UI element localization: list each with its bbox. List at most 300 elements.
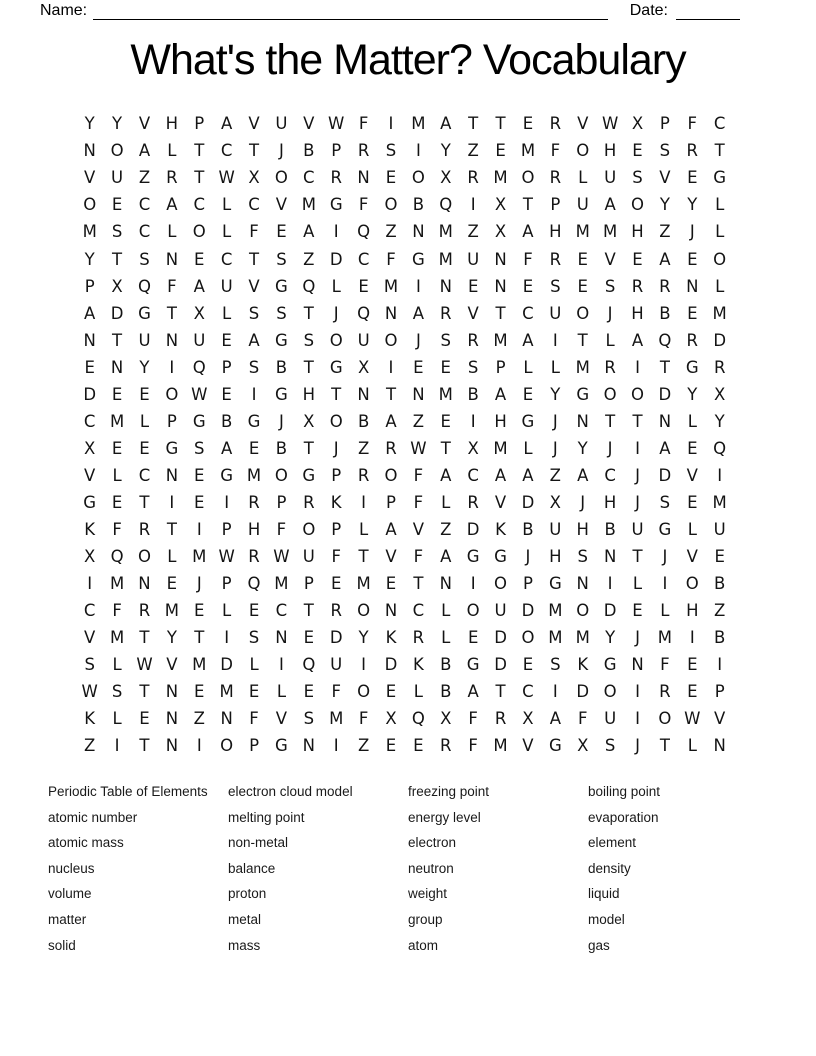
grid-cell: P: [331, 141, 342, 161]
grid-cell: G: [329, 195, 343, 215]
grid-cell: R: [604, 357, 616, 377]
grid-cell: R: [686, 141, 699, 161]
grid-cell: E: [139, 438, 150, 458]
grid-cell: E: [358, 276, 369, 296]
word-list-item: atomic mass: [48, 835, 124, 851]
grid-cell: O: [110, 141, 124, 161]
grid-cell: Z: [357, 438, 370, 458]
grid-cell: T: [358, 547, 369, 567]
grid-cell: A: [84, 303, 96, 323]
grid-cell: W: [191, 384, 208, 404]
grid-cell: X: [111, 276, 123, 296]
grid-cell: Z: [440, 519, 452, 539]
grid-cell: A: [494, 384, 507, 404]
grid-cell: B: [659, 303, 671, 323]
grid-cell: K: [412, 655, 424, 675]
grid-cell: C: [522, 303, 534, 323]
grid-cell: A: [138, 141, 151, 161]
grid-cell: B: [275, 357, 288, 377]
grid-cell: O: [576, 141, 590, 161]
grid-cell: L: [550, 357, 560, 377]
grid-cell: N: [658, 411, 672, 431]
grid-cell: C: [193, 195, 206, 215]
grid-cell: Z: [193, 709, 205, 729]
grid-cell: T: [632, 411, 643, 431]
grid-cell: D: [466, 519, 480, 539]
grid-cell: T: [577, 330, 588, 350]
word-list-column: [228, 779, 353, 958]
grid-cell: T: [413, 574, 424, 594]
grid-cell: I: [662, 574, 668, 594]
grid-cell: L: [715, 276, 725, 296]
grid-cell: T: [303, 303, 314, 323]
grid-cell: V: [385, 547, 397, 567]
grid-cell: D: [576, 682, 590, 702]
grid-cell: M: [602, 222, 618, 242]
date-fill-line: [676, 4, 740, 20]
grid-cell: L: [441, 492, 451, 512]
grid-cell: N: [110, 357, 124, 377]
grid-cell: V: [522, 736, 534, 756]
word-list-item: non-metal: [228, 835, 289, 851]
grid-cell: P: [550, 195, 561, 215]
grid-cell: N: [165, 249, 179, 269]
grid-cell: M: [109, 628, 125, 648]
grid-cell: M: [301, 195, 316, 215]
grid-cell: E: [221, 330, 232, 350]
grid-cell: I: [717, 465, 723, 485]
grid-cell: W: [684, 709, 701, 729]
grid-cell: T: [248, 141, 260, 161]
grid-cell: M: [548, 628, 563, 648]
grid-cell: M: [411, 114, 426, 134]
grid-cell: I: [470, 195, 476, 215]
grid-cell: X: [193, 303, 205, 323]
word-search-grid: [76, 111, 733, 760]
grid-cell: M: [329, 709, 344, 729]
grid-cell: F: [577, 709, 588, 729]
grid-cell: I: [333, 736, 339, 756]
grid-cell: X: [84, 547, 96, 567]
grid-cell: A: [467, 682, 479, 702]
grid-cell: B: [467, 384, 479, 404]
grid-cell: E: [687, 438, 698, 458]
grid-cell: A: [221, 438, 233, 458]
grid-cell: T: [659, 736, 670, 756]
grid-cell: E: [467, 628, 479, 648]
word-list-item: model: [588, 911, 625, 927]
grid-cell: T: [112, 330, 123, 350]
grid-cell: J: [635, 492, 640, 512]
grid-cell: L: [359, 519, 369, 539]
grid-cell: G: [275, 736, 288, 756]
grid-cell: P: [331, 465, 342, 485]
word-list-item: atom: [408, 937, 439, 953]
grid-cell: B: [440, 682, 452, 702]
grid-cell: H: [603, 492, 617, 512]
grid-cell: E: [687, 303, 698, 323]
grid-cell: H: [165, 114, 179, 134]
grid-cell: J: [607, 303, 613, 323]
grid-cell: L: [331, 276, 341, 296]
word-list-item: freezing point: [408, 784, 490, 799]
grid-cell: B: [303, 141, 315, 161]
grid-cell: V: [467, 303, 479, 323]
grid-cell: R: [330, 168, 342, 188]
grid-cell: Q: [439, 195, 453, 215]
name-fill-line: [93, 4, 608, 20]
word-list-item: element: [588, 835, 637, 851]
word-list-item: volume: [48, 886, 92, 902]
grid-cell: M: [520, 141, 536, 161]
grid-cell: T: [605, 411, 616, 431]
grid-cell: L: [167, 547, 177, 567]
grid-cell: E: [687, 249, 698, 269]
grid-cell: X: [440, 709, 452, 729]
grid-cell: I: [415, 141, 421, 161]
grid-cell: V: [604, 249, 616, 269]
grid-cell: T: [495, 303, 506, 323]
grid-cell: D: [521, 492, 535, 512]
grid-cell: F: [523, 249, 533, 269]
grid-cell: I: [224, 628, 230, 648]
word-list-item: neutron: [408, 860, 454, 876]
grid-cell: T: [139, 628, 150, 648]
grid-cell: F: [112, 519, 122, 539]
grid-cell: O: [384, 330, 398, 350]
grid-cell: U: [467, 249, 480, 269]
grid-cell: Z: [412, 411, 425, 431]
grid-cell: U: [604, 168, 617, 188]
grid-cell: E: [248, 601, 260, 621]
grid-cell: Y: [687, 384, 698, 404]
grid-cell: J: [689, 222, 695, 242]
grid-cell: U: [576, 195, 589, 215]
grid-cell: N: [412, 222, 425, 242]
grid-cell: A: [385, 519, 397, 539]
grid-cell: Z: [467, 141, 479, 161]
grid-cell: E: [194, 682, 205, 702]
grid-cell: T: [303, 438, 314, 458]
grid-cell: N: [631, 655, 644, 675]
grid-cell: O: [576, 601, 590, 621]
grid-cell: E: [467, 276, 479, 296]
grid-cell: S: [194, 438, 205, 458]
grid-cell: G: [247, 411, 261, 431]
grid-cell: N: [686, 276, 699, 296]
grid-cell: N: [165, 709, 179, 729]
grid-cell: M: [438, 249, 453, 269]
grid-cell: P: [221, 519, 232, 539]
grid-cell: A: [631, 330, 644, 350]
grid-cell: L: [112, 655, 122, 675]
grid-cell: Q: [357, 303, 371, 323]
grid-cell: G: [192, 411, 206, 431]
grid-cell: F: [249, 709, 259, 729]
grid-cell: O: [302, 519, 316, 539]
grid-cell: W: [601, 114, 619, 134]
grid-cell: J: [278, 141, 284, 161]
grid-cell: N: [357, 168, 370, 188]
grid-cell: T: [166, 519, 177, 539]
grid-cell: P: [386, 492, 396, 512]
grid-cell: Q: [247, 574, 261, 594]
grid-cell: J: [635, 465, 640, 485]
grid-cell: G: [275, 330, 288, 350]
grid-cell: Q: [192, 357, 206, 377]
grid-cell: E: [413, 736, 424, 756]
grid-cell: A: [248, 330, 260, 350]
grid-cell: R: [248, 547, 260, 567]
grid-cell: T: [139, 682, 150, 702]
word-list-item: electron: [408, 835, 457, 851]
grid-cell: N: [165, 465, 179, 485]
grid-cell: E: [303, 628, 315, 648]
grid-cell: F: [331, 682, 341, 702]
word-list-item: metal: [228, 911, 262, 927]
grid-cell: L: [249, 655, 259, 675]
grid-cell: N: [412, 384, 425, 404]
grid-cell: F: [660, 655, 670, 675]
grid-cell: M: [164, 601, 179, 621]
grid-cell: Q: [357, 222, 371, 242]
grid-cell: M: [109, 574, 125, 594]
grid-cell: L: [687, 736, 697, 756]
grid-cell: U: [713, 519, 726, 539]
grid-cell: E: [330, 574, 342, 594]
grid-cell: M: [493, 330, 508, 350]
grid-cell: V: [275, 709, 288, 729]
grid-cell: T: [659, 357, 670, 377]
grid-cell: A: [440, 465, 452, 485]
grid-cell: E: [687, 168, 698, 188]
grid-cell: L: [687, 519, 697, 539]
grid-cell: S: [632, 168, 643, 188]
date-label: Date:: [629, 2, 668, 19]
grid-cell: I: [169, 357, 175, 377]
grid-cell: B: [275, 438, 288, 458]
grid-cell: N: [603, 547, 617, 567]
grid-cell: I: [607, 574, 613, 594]
grid-cell: S: [467, 357, 479, 377]
grid-cell: C: [604, 465, 616, 485]
grid-cell: L: [276, 682, 287, 702]
grid-cell: Q: [713, 438, 727, 458]
grid-cell: V: [84, 465, 96, 485]
grid-cell: S: [303, 330, 315, 350]
grid-cell: M: [274, 574, 289, 594]
grid-cell: M: [219, 682, 234, 702]
grid-cell: I: [196, 736, 202, 756]
grid-cell: I: [361, 655, 367, 675]
grid-cell: L: [632, 574, 643, 594]
grid-cell: Y: [84, 114, 95, 134]
grid-cell: O: [329, 330, 343, 350]
grid-cell: D: [658, 384, 672, 404]
grid-cell: R: [357, 141, 370, 161]
grid-cell: E: [495, 141, 506, 161]
grid-cell: G: [466, 655, 480, 675]
grid-cell: S: [276, 249, 287, 269]
grid-cell: L: [687, 411, 697, 431]
word-list-item: liquid: [588, 886, 620, 902]
grid-cell: N: [576, 574, 589, 594]
grid-cell: G: [603, 655, 617, 675]
grid-cell: J: [580, 492, 586, 512]
grid-cell: O: [357, 601, 371, 621]
grid-cell: E: [632, 141, 643, 161]
grid-cell: V: [494, 492, 507, 512]
grid-cell: C: [138, 195, 151, 215]
grid-cell: J: [278, 411, 284, 431]
grid-cell: M: [438, 384, 453, 404]
grid-cell: H: [603, 141, 617, 161]
grid-cell: O: [521, 628, 535, 648]
grid-cell: I: [333, 222, 339, 242]
grid-cell: M: [575, 357, 590, 377]
grid-cell: U: [111, 168, 124, 188]
grid-cell: R: [467, 492, 479, 512]
grid-cell: X: [549, 492, 561, 512]
grid-cell: N: [275, 628, 288, 648]
grid-cell: N: [439, 574, 452, 594]
grid-cell: R: [467, 168, 479, 188]
grid-cell: E: [194, 249, 205, 269]
grid-cell: E: [221, 384, 232, 404]
grid-cell: M: [438, 222, 453, 242]
grid-cell: T: [139, 736, 150, 756]
grid-cell: N: [439, 276, 452, 296]
grid-cell: L: [441, 601, 451, 621]
grid-cell: B: [412, 195, 425, 215]
grid-cell: G: [548, 574, 562, 594]
grid-cell: S: [303, 709, 315, 729]
grid-cell: L: [167, 222, 177, 242]
grid-cell: E: [194, 492, 205, 512]
grid-cell: D: [494, 628, 507, 648]
grid-cell: N: [357, 384, 370, 404]
grid-cell: E: [111, 492, 123, 512]
grid-cell: E: [687, 492, 698, 512]
grid-cell: O: [384, 195, 398, 215]
grid-cell: C: [713, 114, 726, 134]
grid-cell: E: [385, 682, 397, 702]
grid-cell: V: [659, 168, 671, 188]
word-list-item: matter: [48, 911, 87, 927]
grid-cell: S: [577, 547, 588, 567]
grid-cell: X: [303, 411, 315, 431]
grid-cell: P: [522, 574, 533, 594]
grid-cell: E: [248, 438, 260, 458]
grid-cell: X: [577, 736, 589, 756]
grid-cell: M: [493, 438, 508, 458]
grid-cell: A: [440, 547, 452, 567]
grid-cell: I: [87, 574, 93, 594]
word-list-column: [588, 779, 660, 958]
grid-cell: E: [522, 114, 534, 134]
grid-cell: T: [331, 384, 342, 404]
grid-cell: M: [82, 222, 97, 242]
grid-cell: Z: [84, 736, 96, 756]
grid-cell: T: [194, 628, 205, 648]
grid-cell: I: [470, 411, 476, 431]
grid-cell: V: [248, 276, 260, 296]
grid-cell: A: [659, 249, 671, 269]
grid-cell: F: [167, 276, 177, 296]
grid-cell: A: [659, 438, 671, 458]
grid-cell: K: [577, 655, 589, 675]
grid-cell: U: [193, 330, 206, 350]
grid-cell: G: [494, 547, 507, 567]
word-list-item: atomic number: [48, 809, 138, 825]
grid-cell: O: [494, 574, 508, 594]
word-list-column: [408, 779, 489, 958]
grid-cell: L: [222, 195, 232, 215]
grid-cell: A: [193, 276, 205, 296]
grid-cell: E: [440, 411, 451, 431]
grid-cell: Y: [577, 438, 588, 458]
grid-cell: G: [275, 384, 288, 404]
grid-cell: Y: [687, 195, 698, 215]
grid-cell: P: [495, 357, 506, 377]
grid-cell: L: [660, 601, 670, 621]
word-list-item: energy level: [408, 809, 481, 825]
grid-cell: M: [383, 276, 399, 296]
grid-cell: V: [714, 709, 726, 729]
grid-cell: L: [222, 601, 232, 621]
grid-cell: P: [84, 276, 95, 296]
grid-cell: I: [635, 709, 640, 729]
grid-cell: L: [441, 628, 451, 648]
grid-cell: I: [717, 655, 723, 675]
grid-cell: G: [576, 384, 590, 404]
grid-cell: A: [303, 222, 315, 242]
grid-cell: E: [111, 195, 123, 215]
grid-cell: G: [138, 303, 151, 323]
grid-cell: E: [413, 357, 424, 377]
grid-cell: O: [384, 465, 398, 485]
grid-cell: Z: [549, 465, 561, 485]
grid-cell: J: [196, 574, 202, 594]
grid-cell: J: [607, 438, 613, 458]
grid-cell: I: [415, 276, 421, 296]
grid-cell: U: [138, 330, 151, 350]
grid-cell: J: [415, 330, 421, 350]
grid-cell: M: [356, 574, 371, 594]
grid-cell: G: [275, 276, 288, 296]
grid-cell: E: [632, 601, 643, 621]
grid-cell: O: [274, 168, 288, 188]
grid-cell: V: [248, 114, 260, 134]
grid-cell: M: [246, 465, 262, 485]
grid-cell: B: [522, 519, 534, 539]
grid-cell: P: [221, 574, 232, 594]
word-list-item: boiling point: [588, 784, 661, 799]
grid-cell: L: [139, 411, 150, 431]
grid-cell: G: [302, 465, 316, 485]
grid-cell: F: [249, 222, 259, 242]
grid-cell: E: [522, 276, 534, 296]
grid-cell: I: [635, 682, 640, 702]
grid-cell: L: [605, 330, 615, 350]
grid-cell: K: [84, 709, 96, 729]
grid-cell: T: [303, 357, 314, 377]
grid-cell: G: [329, 357, 343, 377]
grid-cell: V: [84, 628, 96, 648]
grid-cell: V: [686, 465, 698, 485]
grid-cell: T: [440, 438, 451, 458]
grid-cell: E: [111, 384, 123, 404]
